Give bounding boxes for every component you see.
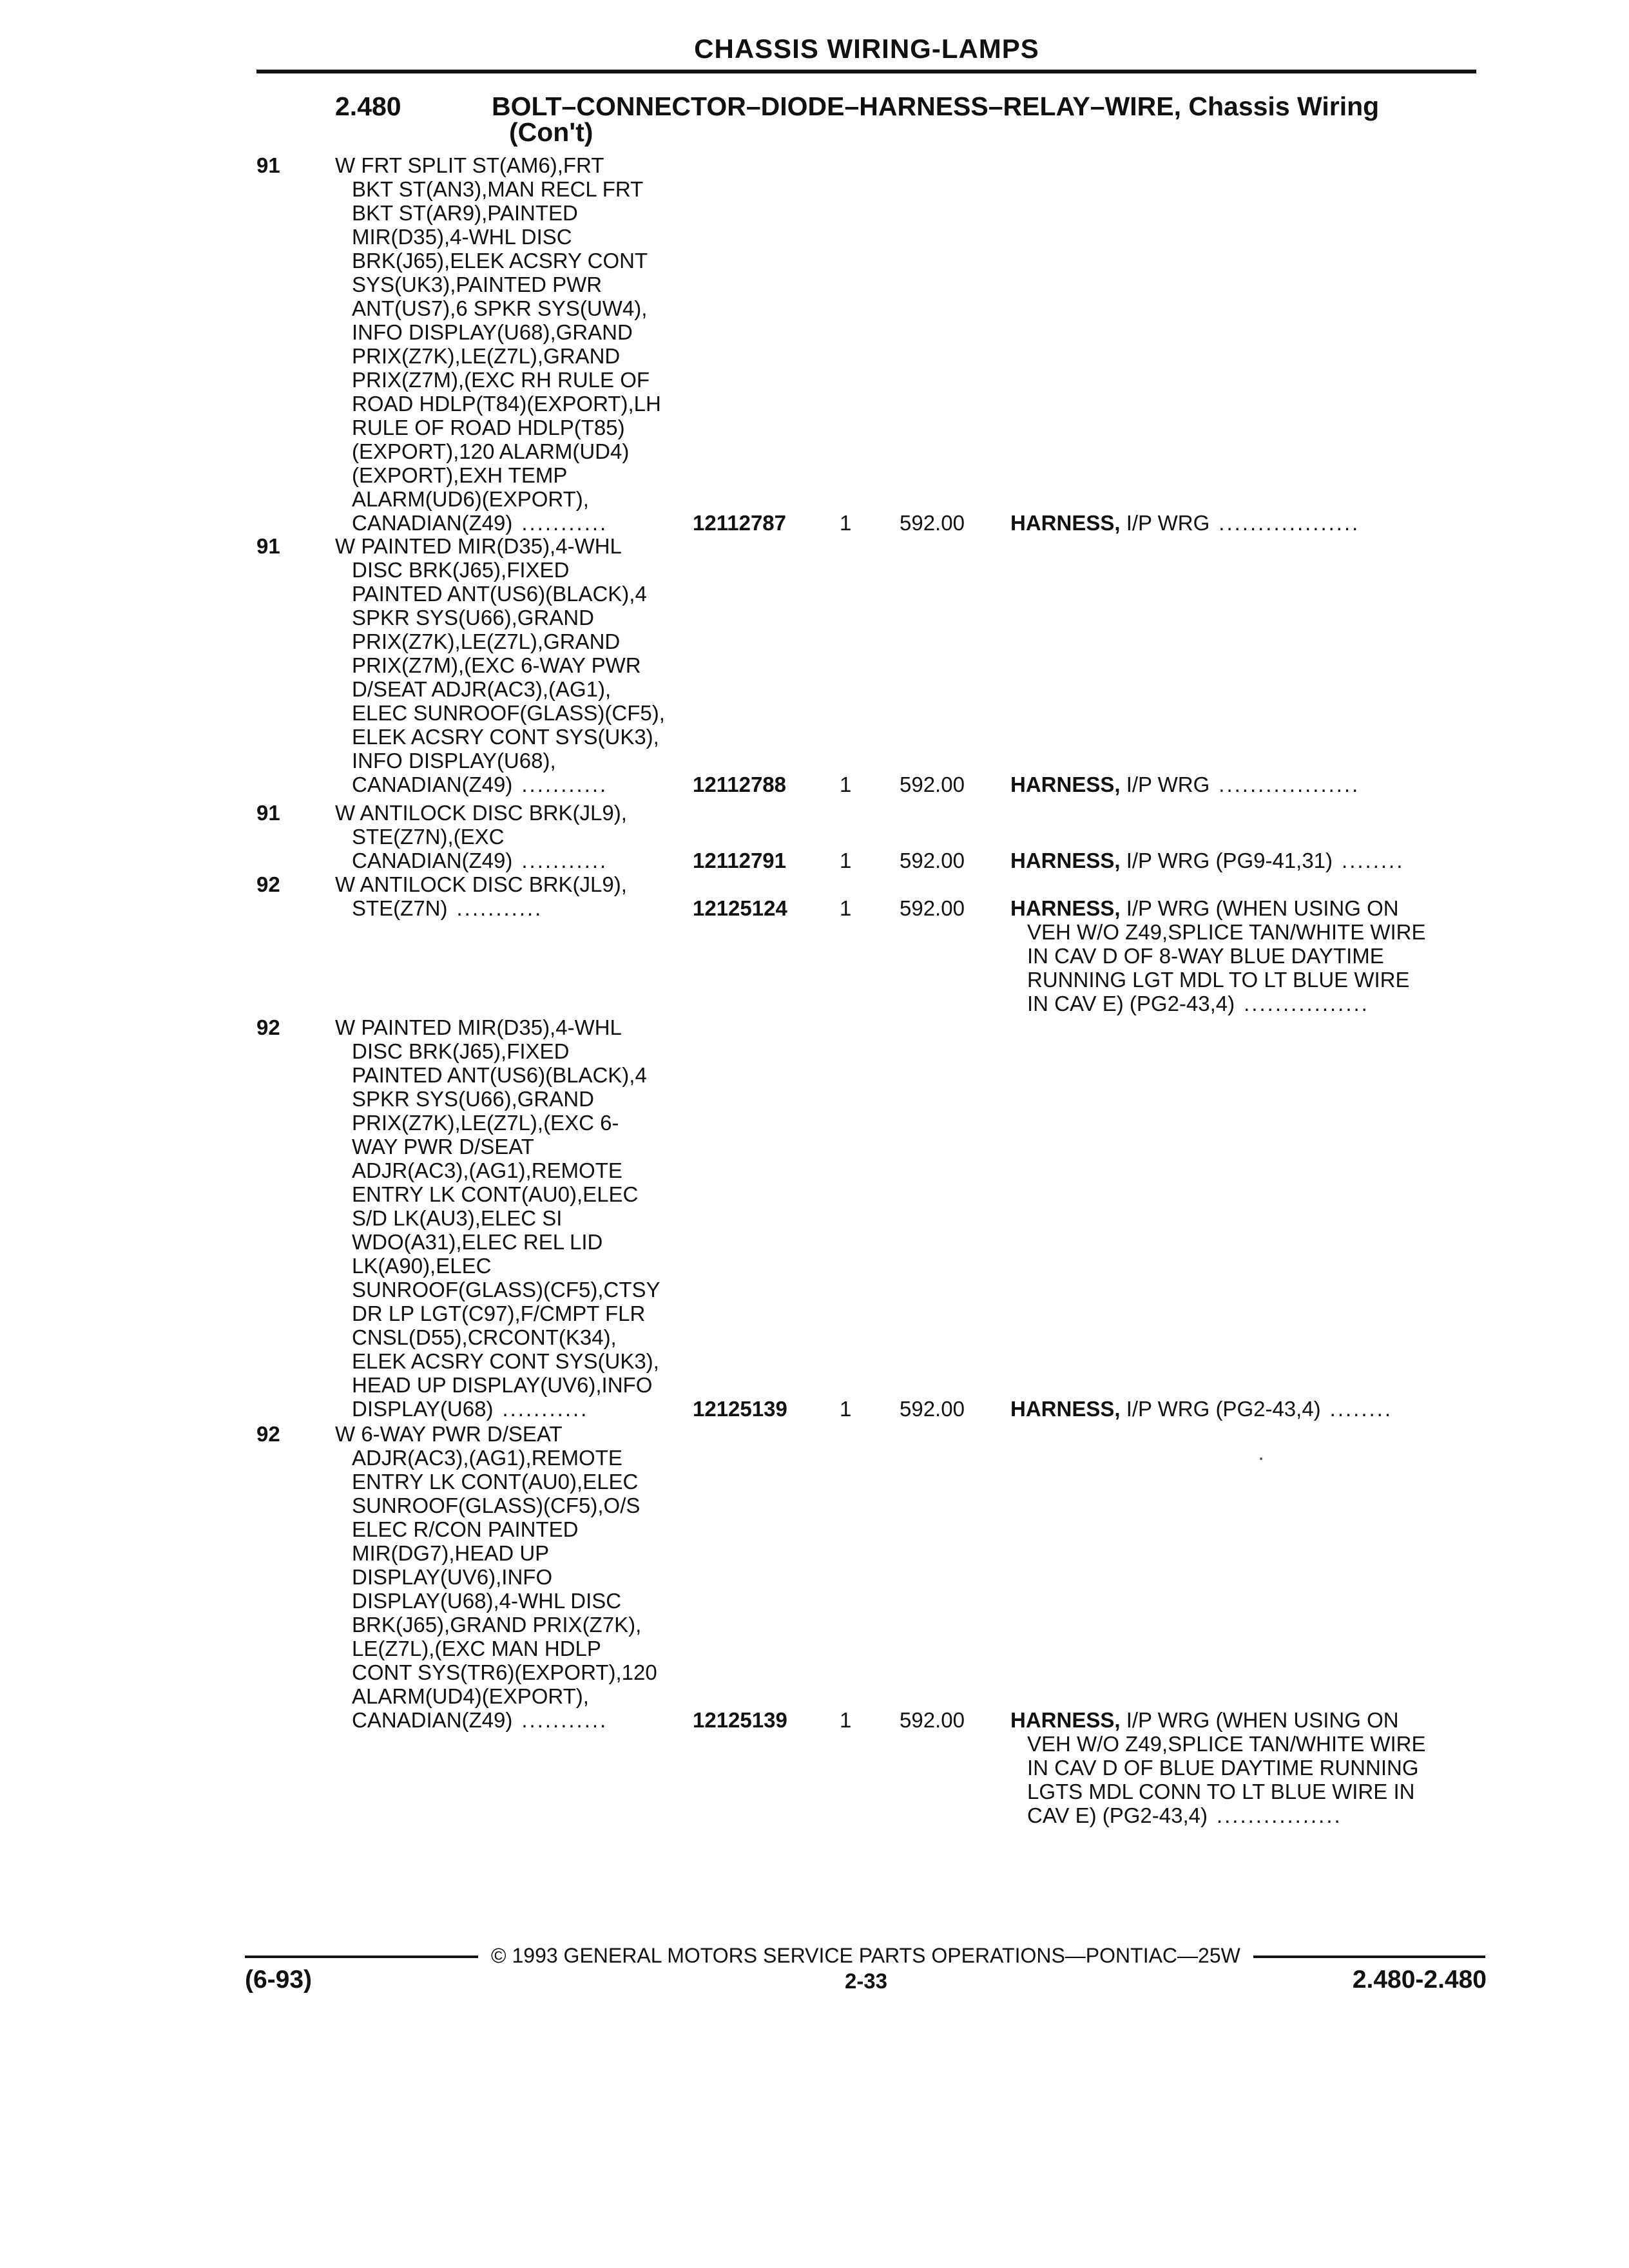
quantity: 1 [840, 773, 852, 796]
section-title: BOLT–CONNECTOR–DIODE–HARNESS–RELAY–WIRE, Chassis Wiring [492, 91, 1380, 121]
part-number: 12112788 [693, 773, 787, 796]
part-description-line [1010, 849, 1474, 872]
part-description-line [1010, 1803, 1474, 1827]
part-number: 12125139 [693, 1397, 787, 1421]
usage-line [335, 273, 683, 296]
usage-line-text: ADJR(AC3),(AG1),REMOTE [352, 1158, 622, 1182]
part-description-text: I/P WRG [1126, 773, 1210, 796]
usage-line-text: DISPLAY(U68),4-WHL DISC [352, 1589, 622, 1613]
reference-number: 91 [256, 153, 280, 177]
page-number: 2-33 [844, 1969, 888, 1993]
quantity: 1 [840, 1708, 852, 1732]
usage-line-text: CANADIAN(Z49) [352, 849, 513, 872]
usage-line [335, 439, 683, 463]
usage-line-text: WDO(A31),ELEC REL LID [352, 1230, 603, 1254]
usage-line-text: LK(A90),ELEC [352, 1254, 492, 1278]
usage-line [335, 896, 683, 920]
section-continued-label: (Con't) [509, 117, 593, 147]
usage-line [335, 1111, 683, 1135]
part-description-line [1010, 1397, 1474, 1421]
part-name: HARNESS, [1010, 896, 1121, 920]
leader-dots: ........ [1329, 1397, 1393, 1421]
usage-line [335, 368, 683, 392]
usage-line [335, 320, 683, 344]
usage-line-text: CNSL(D55),CRCONT(K34), [352, 1325, 617, 1349]
usage-line [335, 606, 683, 629]
part-description-line [1010, 896, 1474, 920]
footer-rule-right [1253, 1956, 1485, 1958]
usage-line-text: DISC BRK(J65),FIXED [352, 558, 570, 582]
usage-line [335, 773, 683, 796]
usage-line [335, 1708, 683, 1732]
usage-line-text: PRIX(Z7K),LE(Z7L),(EXC 6- [352, 1111, 619, 1135]
quantity: 1 [840, 1397, 852, 1421]
part-description [1010, 849, 1474, 872]
reference-number: 91 [256, 801, 280, 825]
usage-line-text: ELEC R/CON PAINTED [352, 1517, 579, 1541]
part-description-text: I/P WRG (PG2-43,4) [1126, 1397, 1321, 1421]
leader-dots: ........... [521, 849, 608, 872]
reference-number: 92 [256, 1422, 280, 1446]
usage-line-text: CANADIAN(Z49) [352, 1708, 513, 1732]
copyright-notice: © 1993 GENERAL MOTORS SERVICE PARTS OPERATIONS—PONTIAC—25W [491, 1944, 1240, 1967]
usage-line [335, 1206, 683, 1230]
usage-line-text: DISPLAY(UV6),INFO [352, 1565, 553, 1589]
usage-line-text: W PAINTED MIR(D35),4-WHL [335, 1015, 622, 1039]
part-description [1010, 896, 1474, 1015]
usage-line-text: SPKR SYS(U66),GRAND [352, 1087, 594, 1111]
part-description-text: IN CAV E) (PG2-43,4) [1027, 992, 1235, 1015]
part-name: HARNESS, [1010, 511, 1121, 535]
quantity: 1 [840, 896, 852, 920]
group-number: 592.00 [900, 773, 965, 796]
usage-line-text: STE(Z7N),(EXC [352, 825, 505, 849]
usage-line [335, 825, 683, 849]
usage-line [335, 1254, 683, 1278]
part-name: HARNESS, [1010, 849, 1121, 872]
usage-line-text: DR LP LGT(C97),F/CMPT FLR [352, 1302, 646, 1325]
usage-line [335, 153, 683, 177]
usage-line [335, 749, 683, 773]
usage-line-text: RULE OF ROAD HDLP(T85) [352, 416, 625, 439]
leader-dots: ........... [521, 1708, 608, 1732]
usage-line-text: ANT(US7),6 SPKR SYS(UW4), [352, 296, 648, 320]
usage-line-text: LE(Z7L),(EXC MAN HDLP [352, 1637, 601, 1660]
part-description [1010, 1708, 1474, 1827]
usage-line-text: SUNROOF(GLASS)(CF5),O/S [352, 1494, 641, 1517]
usage-line-text: SUNROOF(GLASS)(CF5),CTSY [352, 1278, 660, 1302]
usage-line-text: CANADIAN(Z49) [352, 773, 513, 796]
usage-line-text: W ANTILOCK DISC BRK(JL9), [335, 801, 627, 825]
usage-line [335, 1373, 683, 1397]
usage-line [335, 1087, 683, 1111]
part-description-line [1010, 968, 1474, 992]
usage-line [335, 653, 683, 677]
usage-description [335, 153, 683, 535]
usage-line [335, 1660, 683, 1684]
usage-line [335, 872, 683, 896]
section-number: 2.480 [335, 91, 401, 121]
usage-line-text: BRK(J65),GRAND PRIX(Z7K), [352, 1613, 642, 1637]
usage-line-text: SPKR SYS(U66),GRAND [352, 606, 594, 629]
usage-line-text: PAINTED ANT(US6)(BLACK),4 [352, 1063, 647, 1087]
leader-dots: ........ [1342, 849, 1405, 872]
usage-line-text: MIR(D35),4-WHL DISC [352, 225, 572, 249]
group-number: 592.00 [900, 1708, 965, 1732]
leader-dots: ........... [502, 1397, 589, 1421]
usage-line-text: BKT ST(AN3),MAN RECL FRT [352, 177, 644, 201]
part-description [1010, 773, 1474, 796]
usage-line [335, 1565, 683, 1589]
usage-line [335, 463, 683, 487]
part-description-text: VEH W/O Z49,SPLICE TAN/WHITE WIRE [1027, 920, 1426, 944]
usage-line [335, 511, 683, 535]
usage-line-text: ENTRY LK CONT(AU0),ELEC [352, 1182, 639, 1206]
usage-line [335, 177, 683, 201]
usage-line [335, 1446, 683, 1470]
part-description-line [1010, 511, 1474, 535]
usage-line [335, 1015, 683, 1039]
usage-line [335, 1158, 683, 1182]
usage-line [335, 1589, 683, 1613]
usage-line-text: CANADIAN(Z49) [352, 511, 513, 535]
usage-line-text: W FRT SPLIT ST(AM6),FRT [335, 153, 604, 177]
usage-line [335, 1541, 683, 1565]
usage-line-text: (EXPORT),EXH TEMP [352, 463, 568, 487]
usage-line-text: ELEK ACSRY CONT SYS(UK3), [352, 1349, 659, 1373]
usage-line [335, 392, 683, 416]
usage-line [335, 801, 683, 825]
leader-dots: ........... [521, 773, 608, 796]
usage-line-text: PAINTED ANT(US6)(BLACK),4 [352, 582, 647, 606]
part-description-text: IN CAV D OF BLUE DAYTIME RUNNING [1027, 1756, 1419, 1780]
section-range: 2.480-2.480 [1352, 1966, 1487, 1994]
quantity: 1 [840, 511, 852, 535]
usage-line-text: W PAINTED MIR(D35),4-WHL [335, 534, 622, 558]
part-description-line [1010, 773, 1474, 796]
usage-line-text: INFO DISPLAY(U68),GRAND [352, 320, 633, 344]
usage-line-text: W ANTILOCK DISC BRK(JL9), [335, 872, 627, 896]
usage-line [335, 1684, 683, 1708]
part-description-text: LGTS MDL CONN TO LT BLUE WIRE IN [1027, 1780, 1415, 1803]
usage-line [335, 1039, 683, 1063]
usage-line-text: DISPLAY(U68) [352, 1397, 494, 1421]
usage-description [335, 872, 683, 920]
usage-line [335, 1613, 683, 1637]
leader-dots: ........... [456, 896, 543, 920]
usage-line [335, 296, 683, 320]
part-description-text: CAV E) (PG2-43,4) [1027, 1803, 1208, 1827]
usage-line [335, 487, 683, 511]
date-code: (6-93) [245, 1966, 313, 1994]
part-name: HARNESS, [1010, 1708, 1121, 1732]
part-description-line [1010, 1780, 1474, 1803]
leader-dots: ................ [1244, 992, 1369, 1015]
usage-line-text: ROAD HDLP(T84)(EXPORT),LH [352, 392, 661, 416]
usage-line [335, 344, 683, 368]
usage-line [335, 1637, 683, 1660]
part-description-line [1010, 992, 1474, 1015]
leader-dots: ................ [1216, 1803, 1342, 1827]
usage-line [335, 201, 683, 225]
quantity: 1 [840, 849, 852, 872]
usage-line [335, 1063, 683, 1087]
usage-line [335, 558, 683, 582]
usage-line-text: WAY PWR D/SEAT [352, 1135, 534, 1158]
part-description-text: I/P WRG (PG9-41,31) [1126, 849, 1333, 872]
part-description-line [1010, 920, 1474, 944]
part-description-line [1010, 1756, 1474, 1780]
usage-line [335, 1470, 683, 1494]
usage-line-text: ALARM(UD6)(EXPORT), [352, 487, 589, 511]
reference-number: 92 [256, 872, 280, 896]
part-number: 12112787 [693, 511, 787, 535]
usage-line [335, 582, 683, 606]
reference-number: 92 [256, 1015, 280, 1039]
part-description-line [1010, 1708, 1474, 1732]
usage-line-text: W 6-WAY PWR D/SEAT [335, 1422, 563, 1446]
part-description [1010, 511, 1474, 535]
scan-speck [1260, 1457, 1262, 1460]
part-name: HARNESS, [1010, 773, 1121, 796]
usage-line-text: PRIX(Z7K),LE(Z7L),GRAND [352, 629, 621, 653]
page-header-title: CHASSIS WIRING-LAMPS [694, 34, 1039, 64]
usage-line-text: STE(Z7N) [352, 896, 448, 920]
group-number: 592.00 [900, 849, 965, 872]
usage-line-text: ALARM(UD4)(EXPORT), [352, 1684, 589, 1708]
usage-line [335, 1349, 683, 1373]
leader-dots: .................. [1219, 773, 1360, 796]
usage-line [335, 1517, 683, 1541]
usage-line [335, 534, 683, 558]
part-description-line [1010, 944, 1474, 968]
usage-line [335, 1325, 683, 1349]
part-number: 12125139 [693, 1708, 787, 1732]
usage-line-text: BKT ST(AR9),PAINTED [352, 201, 578, 225]
usage-line-text: CONT SYS(TR6)(EXPORT),120 [352, 1660, 657, 1684]
usage-line-text: ENTRY LK CONT(AU0),ELEC [352, 1470, 639, 1494]
usage-line-text: S/D LK(AU3),ELEC SI [352, 1206, 563, 1230]
usage-description [335, 534, 683, 796]
leader-dots: .................. [1219, 511, 1360, 535]
usage-line-text: SYS(UK3),PAINTED PWR [352, 273, 602, 296]
usage-line-text: PRIX(Z7K),LE(Z7L),GRAND [352, 344, 621, 368]
usage-line-text: ADJR(AC3),(AG1),REMOTE [352, 1446, 622, 1470]
usage-description [335, 801, 683, 872]
usage-line [335, 677, 683, 701]
usage-line [335, 1135, 683, 1158]
usage-line-text: DISC BRK(J65),FIXED [352, 1039, 570, 1063]
part-description-text: I/P WRG [1126, 511, 1210, 535]
usage-line [335, 725, 683, 749]
footer-rule-left [245, 1956, 478, 1958]
usage-line-text: (EXPORT),120 ALARM(UD4) [352, 439, 630, 463]
usage-line-text: MIR(DG7),HEAD UP [352, 1541, 550, 1565]
group-number: 592.00 [900, 511, 965, 535]
usage-description [335, 1015, 683, 1421]
usage-line-text: ELEK ACSRY CONT SYS(UK3), [352, 725, 659, 749]
usage-line-text: ELEC SUNROOF(GLASS)(CF5), [352, 701, 665, 725]
usage-line-text: PRIX(Z7M),(EXC 6-WAY PWR [352, 653, 641, 677]
part-description-text: I/P WRG (WHEN USING ON [1126, 1708, 1399, 1732]
part-description-text: I/P WRG (WHEN USING ON [1126, 896, 1399, 920]
part-name: HARNESS, [1010, 1397, 1121, 1421]
usage-description [335, 1422, 683, 1732]
usage-line [335, 1278, 683, 1302]
part-number: 12112791 [693, 849, 787, 872]
group-number: 592.00 [900, 1397, 965, 1421]
usage-line [335, 1397, 683, 1421]
usage-line-text: PRIX(Z7M),(EXC RH RULE OF [352, 368, 650, 392]
usage-line [335, 701, 683, 725]
part-description-line [1010, 1732, 1474, 1756]
usage-line [335, 1422, 683, 1446]
usage-line [335, 416, 683, 439]
usage-line-text: BRK(J65),ELEK ACSRY CONT [352, 249, 648, 273]
leader-dots: ........... [521, 511, 608, 535]
part-description-text: VEH W/O Z49,SPLICE TAN/WHITE WIRE [1027, 1732, 1426, 1756]
usage-line [335, 1182, 683, 1206]
usage-line-text: HEAD UP DISPLAY(UV6),INFO [352, 1373, 653, 1397]
usage-line [335, 629, 683, 653]
usage-line-text: D/SEAT ADJR(AC3),(AG1), [352, 677, 612, 701]
usage-line [335, 249, 683, 273]
part-description-text: RUNNING LGT MDL TO LT BLUE WIRE [1027, 968, 1410, 992]
usage-line [335, 1302, 683, 1325]
part-number: 12125124 [693, 896, 787, 920]
usage-line [335, 1494, 683, 1517]
usage-line [335, 849, 683, 872]
usage-line [335, 225, 683, 249]
part-description [1010, 1397, 1474, 1421]
usage-line-text: INFO DISPLAY(U68), [352, 749, 556, 773]
group-number: 592.00 [900, 896, 965, 920]
reference-number: 91 [256, 534, 280, 558]
part-description-text: IN CAV D OF 8-WAY BLUE DAYTIME [1027, 944, 1384, 968]
usage-line [335, 1230, 683, 1254]
